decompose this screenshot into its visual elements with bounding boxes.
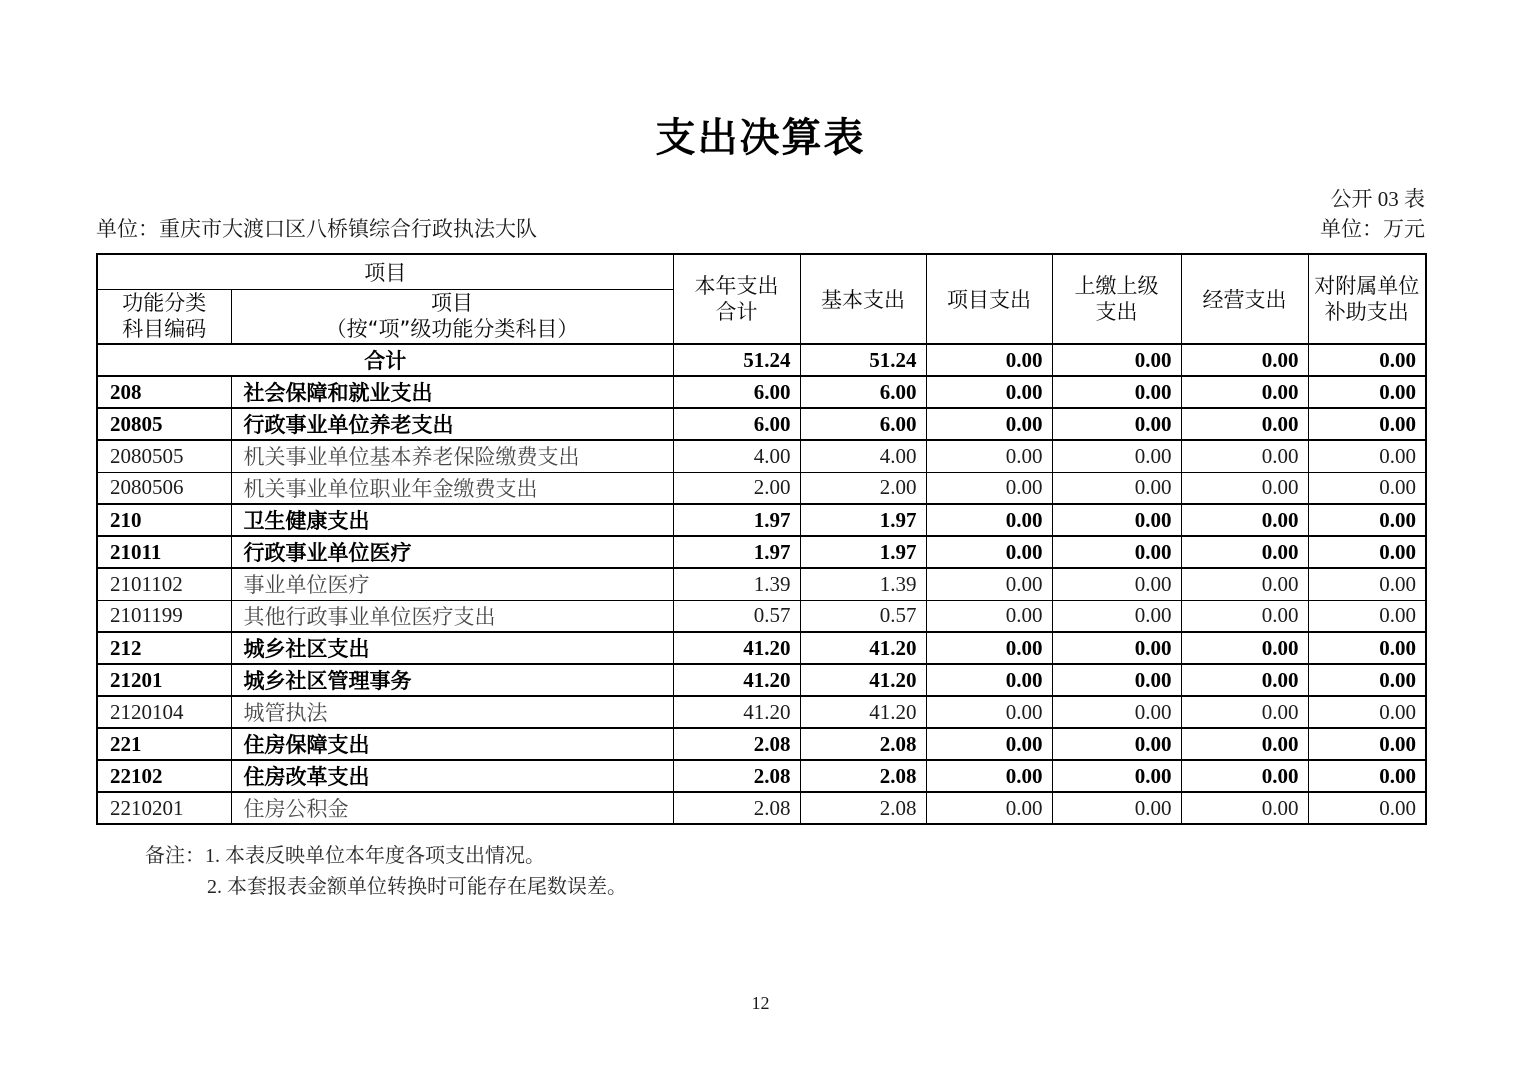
row-operating-value: 0.00 — [1181, 728, 1308, 760]
row-subsidy-value: 0.00 — [1308, 632, 1426, 664]
row-operating-value: 0.00 — [1181, 376, 1308, 408]
row-upper-value: 0.00 — [1052, 408, 1181, 440]
row-total-value: 6.00 — [673, 376, 800, 408]
row-project-value: 0.00 — [926, 536, 1052, 568]
row-basic-value: 1.39 — [800, 568, 926, 600]
row-project-value: 0.00 — [926, 664, 1052, 696]
header-item-group: 项目 — [97, 254, 673, 289]
row-upper-value: 0.00 — [1052, 472, 1181, 504]
row-subsidy-value: 0.00 — [1308, 504, 1426, 536]
header-row-group — [97, 254, 1426, 289]
row-subsidy-value: 0.00 — [1308, 536, 1426, 568]
table-row — [97, 504, 1426, 536]
row-subsidy-value: 0.00 — [1308, 376, 1426, 408]
row-code: 2101102 — [97, 568, 231, 600]
row-total-value: 1.39 — [673, 568, 800, 600]
row-code: 221 — [97, 728, 231, 760]
row-subsidy-value: 0.00 — [1308, 408, 1426, 440]
row-operating-value: 0.00 — [1181, 344, 1308, 376]
row-name: 其他行政事业单位医疗支出 — [231, 600, 673, 632]
row-code: 212 — [97, 632, 231, 664]
form-code-label: 公开 03 表 — [1330, 187, 1425, 211]
meta-row — [96, 216, 1425, 242]
header-upper-line1: 上缴上级 — [1074, 274, 1159, 298]
row-code: 208 — [97, 376, 231, 408]
row-operating-value: 0.00 — [1181, 760, 1308, 792]
row-subsidy-value: 0.00 — [1308, 696, 1426, 728]
row-name: 住房改革支出 — [231, 760, 673, 792]
header-operating-column: 经营支出 — [1181, 254, 1308, 344]
table-row — [97, 408, 1426, 440]
header-upper-column — [1052, 254, 1181, 344]
row-total-value: 4.00 — [673, 440, 800, 472]
row-name: 合计 — [97, 344, 673, 376]
row-name: 行政事业单位养老支出 — [231, 408, 673, 440]
row-project-value: 0.00 — [926, 632, 1052, 664]
table-row — [97, 440, 1426, 472]
row-code: 2080506 — [97, 472, 231, 504]
row-total-value: 41.20 — [673, 632, 800, 664]
row-basic-value: 6.00 — [800, 376, 926, 408]
row-code: 2080505 — [97, 440, 231, 472]
row-basic-value: 51.24 — [800, 344, 926, 376]
header-name-line2: （按“项”级功能分类科目） — [325, 317, 579, 342]
row-code: 20805 — [97, 408, 231, 440]
page-number: 12 — [751, 993, 770, 1013]
row-project-value: 0.00 — [926, 504, 1052, 536]
row-basic-value: 2.08 — [800, 792, 926, 824]
row-total-value: 0.57 — [673, 600, 800, 632]
row-upper-value: 0.00 — [1052, 696, 1181, 728]
row-project-value: 0.00 — [926, 440, 1052, 472]
header-basic-column: 基本支出 — [800, 254, 926, 344]
row-code: 21201 — [97, 664, 231, 696]
row-name: 城管执法 — [231, 696, 673, 728]
page-title: 支出决算表 — [655, 115, 866, 161]
row-code: 21011 — [97, 536, 231, 568]
row-code: 2101199 — [97, 600, 231, 632]
notes-section — [96, 841, 1425, 903]
row-basic-value: 2.08 — [800, 760, 926, 792]
row-total-value: 2.08 — [673, 728, 800, 760]
row-upper-value: 0.00 — [1052, 632, 1181, 664]
document-page — [96, 0, 1425, 1075]
header-code-line2: 科目编码 — [122, 317, 207, 342]
row-total-value: 2.00 — [673, 472, 800, 504]
expenditure-table — [96, 253, 1427, 825]
row-basic-value: 41.20 — [800, 632, 926, 664]
row-code: 210 — [97, 504, 231, 536]
row-project-value: 0.00 — [926, 472, 1052, 504]
row-subsidy-value: 0.00 — [1308, 568, 1426, 600]
row-basic-value: 2.00 — [800, 472, 926, 504]
row-upper-value: 0.00 — [1052, 568, 1181, 600]
table-row — [97, 792, 1426, 824]
row-name: 城乡社区支出 — [231, 632, 673, 664]
header-project-column: 项目支出 — [926, 254, 1052, 344]
row-total-value: 1.97 — [673, 536, 800, 568]
row-upper-value: 0.00 — [1052, 344, 1181, 376]
row-total-value: 41.20 — [673, 664, 800, 696]
row-project-value: 0.00 — [926, 600, 1052, 632]
note-text-1: 1. 本表反映单位本年度各项支出情况。 — [205, 845, 545, 867]
table-row — [97, 632, 1426, 664]
row-operating-value: 0.00 — [1181, 600, 1308, 632]
row-operating-value: 0.00 — [1181, 472, 1308, 504]
row-operating-value: 0.00 — [1181, 792, 1308, 824]
row-name: 住房保障支出 — [231, 728, 673, 760]
row-project-value: 0.00 — [926, 792, 1052, 824]
row-project-value: 0.00 — [926, 568, 1052, 600]
row-operating-value: 0.00 — [1181, 664, 1308, 696]
row-name: 机关事业单位职业年金缴费支出 — [231, 472, 673, 504]
row-basic-value: 1.97 — [800, 504, 926, 536]
row-basic-value: 1.97 — [800, 536, 926, 568]
row-basic-value: 6.00 — [800, 408, 926, 440]
row-subsidy-value: 0.00 — [1308, 600, 1426, 632]
row-project-value: 0.00 — [926, 760, 1052, 792]
row-upper-value: 0.00 — [1052, 440, 1181, 472]
row-subsidy-value: 0.00 — [1308, 664, 1426, 696]
header-total-column — [673, 254, 800, 344]
row-project-value: 0.00 — [926, 728, 1052, 760]
row-name: 社会保障和就业支出 — [231, 376, 673, 408]
header-code-line1: 功能分类 — [122, 291, 207, 316]
row-code: 2210201 — [97, 792, 231, 824]
row-subsidy-value: 0.00 — [1308, 440, 1426, 472]
row-total-value: 51.24 — [673, 344, 800, 376]
note-line — [145, 872, 1425, 903]
table-row — [97, 600, 1426, 632]
row-name: 行政事业单位医疗 — [231, 536, 673, 568]
table-row — [97, 568, 1426, 600]
row-subsidy-value: 0.00 — [1308, 728, 1426, 760]
row-upper-value: 0.00 — [1052, 376, 1181, 408]
row-upper-value: 0.00 — [1052, 760, 1181, 792]
row-code: 2120104 — [97, 696, 231, 728]
row-upper-value: 0.00 — [1052, 792, 1181, 824]
row-name: 机关事业单位基本养老保险缴费支出 — [231, 440, 673, 472]
table-row — [97, 728, 1426, 760]
header-subsidy-line2: 补助支出 — [1324, 300, 1409, 324]
header-name-column — [231, 289, 673, 344]
row-code: 22102 — [97, 760, 231, 792]
table-row — [97, 472, 1426, 504]
notes-label: 备注： — [145, 845, 205, 867]
row-project-value: 0.00 — [926, 408, 1052, 440]
header-total-line2: 合计 — [715, 300, 758, 324]
row-total-value: 2.08 — [673, 760, 800, 792]
row-total-value: 1.97 — [673, 504, 800, 536]
header-code-column — [97, 289, 231, 344]
currency-unit-label: 单位：万元 — [1320, 217, 1425, 241]
row-basic-value: 2.08 — [800, 728, 926, 760]
note-line — [145, 841, 1425, 872]
row-basic-value: 4.00 — [800, 440, 926, 472]
row-project-value: 0.00 — [926, 376, 1052, 408]
row-name: 事业单位医疗 — [231, 568, 673, 600]
header-total-line1: 本年支出 — [694, 274, 779, 298]
row-basic-value: 41.20 — [800, 664, 926, 696]
row-subsidy-value: 0.00 — [1308, 472, 1426, 504]
table-row — [97, 376, 1426, 408]
table-row — [97, 696, 1426, 728]
row-operating-value: 0.00 — [1181, 632, 1308, 664]
row-name: 城乡社区管理事务 — [231, 664, 673, 696]
row-total-value: 41.20 — [673, 696, 800, 728]
row-total-value: 2.08 — [673, 792, 800, 824]
row-operating-value: 0.00 — [1181, 536, 1308, 568]
row-upper-value: 0.00 — [1052, 600, 1181, 632]
row-operating-value: 0.00 — [1181, 696, 1308, 728]
header-upper-line2: 支出 — [1095, 300, 1138, 324]
table-row — [97, 760, 1426, 792]
table-row — [97, 536, 1426, 568]
header-subsidy-column — [1308, 254, 1426, 344]
row-operating-value: 0.00 — [1181, 408, 1308, 440]
note-text-2: 2. 本套报表金额单位转换时可能存在尾数误差。 — [207, 876, 627, 898]
table-row — [97, 664, 1426, 696]
row-project-value: 0.00 — [926, 696, 1052, 728]
row-upper-value: 0.00 — [1052, 504, 1181, 536]
row-basic-value: 41.20 — [800, 696, 926, 728]
row-project-value: 0.00 — [926, 344, 1052, 376]
row-operating-value: 0.00 — [1181, 568, 1308, 600]
org-unit-label: 单位：重庆市大渡口区八桥镇综合行政执法大队 — [96, 217, 537, 241]
row-total-value: 6.00 — [673, 408, 800, 440]
row-upper-value: 0.00 — [1052, 664, 1181, 696]
row-subsidy-value: 0.00 — [1308, 760, 1426, 792]
row-name: 卫生健康支出 — [231, 504, 673, 536]
header-name-line1: 项目 — [431, 291, 473, 316]
row-upper-value: 0.00 — [1052, 728, 1181, 760]
row-basic-value: 0.57 — [800, 600, 926, 632]
table-body — [97, 344, 1426, 824]
row-operating-value: 0.00 — [1181, 504, 1308, 536]
row-upper-value: 0.00 — [1052, 536, 1181, 568]
row-subsidy-value: 0.00 — [1308, 792, 1426, 824]
row-subsidy-value: 0.00 — [1308, 344, 1426, 376]
row-operating-value: 0.00 — [1181, 440, 1308, 472]
table-row — [97, 344, 1426, 376]
row-name: 住房公积金 — [231, 792, 673, 824]
header-subsidy-line1: 对附属单位 — [1314, 274, 1420, 298]
